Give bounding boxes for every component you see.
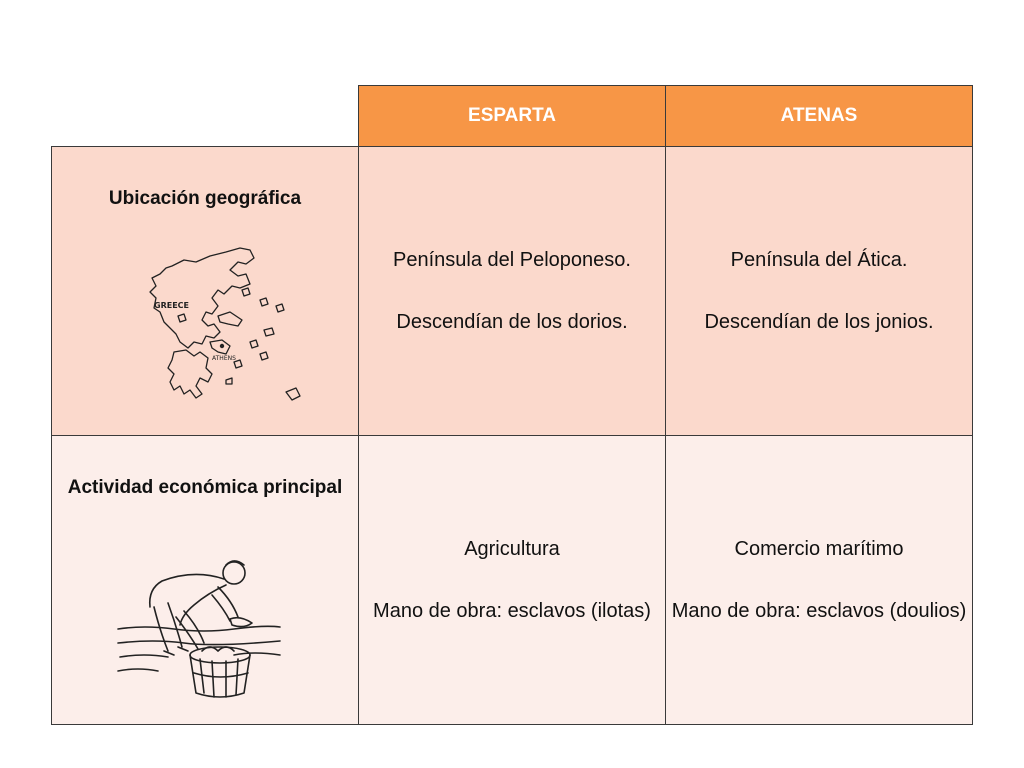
row-label: Ubicación geográfica: [108, 188, 302, 209]
country-label: GREECE: [154, 301, 189, 310]
esparta-economy-cell: [359, 436, 666, 725]
esparta-location-cell: [359, 147, 666, 436]
esparta-activity-line: Agricultura: [464, 537, 560, 560]
corner-cell: [52, 86, 359, 147]
esparta-origin-line: Descendían de los dorios.: [396, 310, 628, 333]
header-esparta: ESPARTA: [359, 86, 666, 147]
header-atenas: ATENAS: [666, 86, 973, 147]
atenas-origin-line: Descendían de los jonios.: [704, 310, 934, 333]
table-row: [52, 147, 973, 436]
atenas-location-line: Península del Ática.: [730, 248, 908, 271]
row-label-cell: [52, 436, 359, 725]
esparta-location-line: Península del Peloponeso.: [393, 248, 631, 271]
esparta-labor-line: Mano de obra: esclavos (ilotas): [373, 599, 651, 622]
atenas-economy-cell: [666, 436, 973, 725]
atenas-location-cell: [666, 147, 973, 436]
header-row: [52, 86, 973, 147]
comparison-table: [51, 85, 973, 725]
greece-map-icon: [114, 242, 304, 422]
atenas-activity-line: Comercio marítimo: [734, 537, 904, 560]
table-row: [52, 436, 973, 725]
atenas-labor-line: Mano de obra: esclavos (doulios): [671, 599, 967, 622]
row-label: Actividad económica principal: [67, 477, 343, 498]
farmer-harvesting-icon: [114, 551, 284, 711]
city-label: ATHENS: [212, 355, 236, 362]
row-label-cell: [52, 147, 359, 436]
